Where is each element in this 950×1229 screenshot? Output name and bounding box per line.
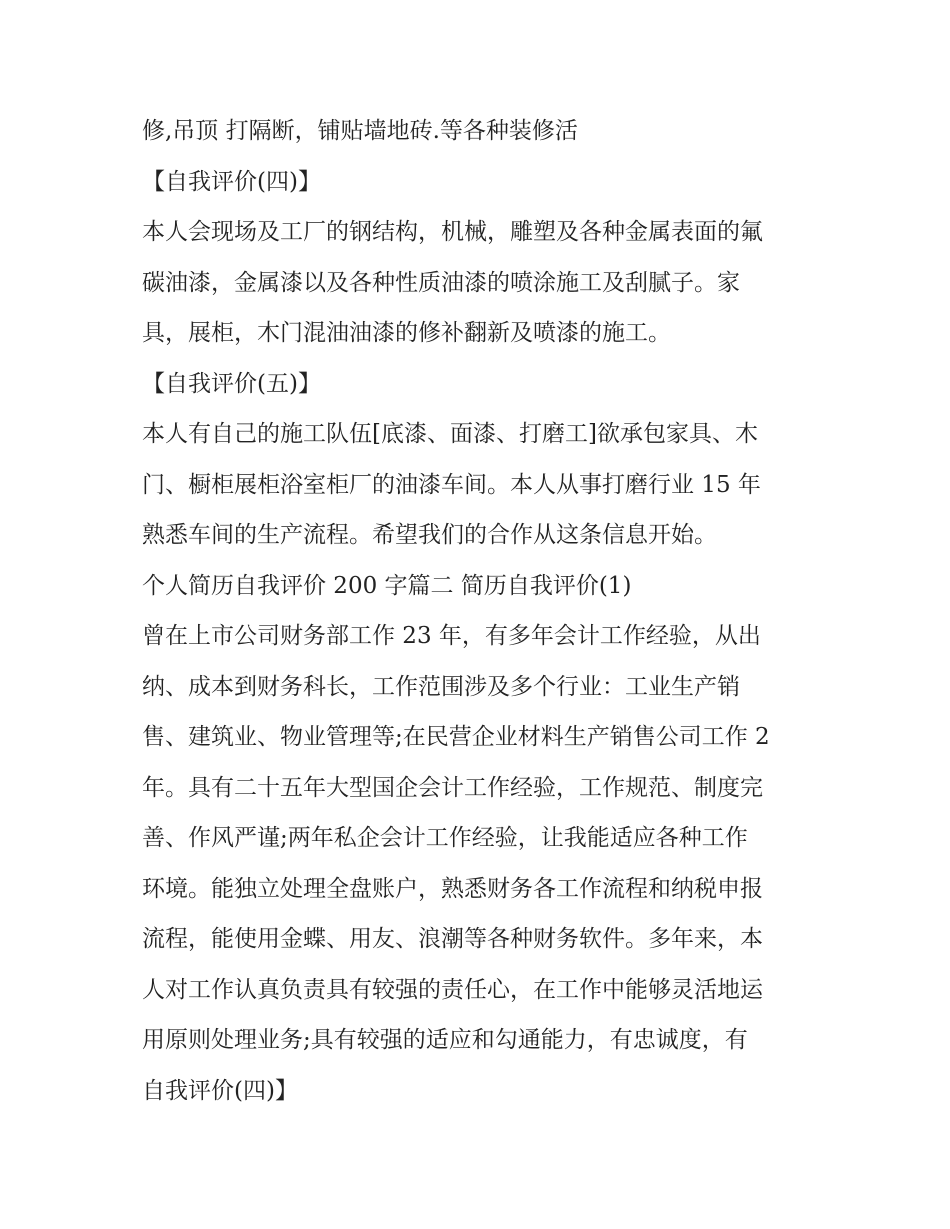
text-line: 人对工作认真负责具有较强的责任心，在工作中能够灵活地运 bbox=[142, 976, 763, 1003]
section-heading: 个人简历自我评价 200 字篇二 简历自我评价(1) bbox=[142, 572, 632, 599]
text-line: 本人会现场及工厂的钢结构，机械，雕塑及各种金属表面的氟 bbox=[142, 219, 763, 245]
text-line: 熟悉车间的生产流程。希望我们的合作从这条信息开始。 bbox=[142, 522, 717, 548]
section-heading: 【自我评价(四)】 bbox=[142, 168, 321, 195]
text-line: 环境。能独立处理全盘账户，熟悉财务各工作流程和纳税申报 bbox=[142, 875, 763, 902]
text-line: 用原则处理业务;具有较强的适应和勾通能力，有忠诚度，有 bbox=[142, 1027, 748, 1053]
section-heading: 【自我评价(五)】 bbox=[142, 370, 321, 397]
text-line: 具，展柜，木门混油油漆的修补翻新及喷漆的施工。 bbox=[142, 320, 671, 346]
text-line: 修,吊顶 打隔断，铺贴墙地砖.等各种装修活 bbox=[142, 118, 578, 144]
section-heading: 自我评价(四)】 bbox=[142, 1077, 298, 1104]
text-line: 年。具有二十五年大型国企会计工作经验，工作规范、制度完 bbox=[142, 774, 763, 801]
text-line: 善、作风严谨;两年私企会计工作经验，让我能适应各种工作 bbox=[142, 825, 748, 851]
text-line: 曾在上市公司财务部工作 23 年，有多年会计工作经验，从出 bbox=[142, 623, 761, 649]
document-body bbox=[142, 106, 822, 1116]
text-line: 碳油漆，金属漆以及各种性质油漆的喷涂施工及刮腻子。家 bbox=[142, 269, 740, 296]
text-line: 门、橱柜展柜浴室柜厂的油漆车间。本人从事打磨行业 15 年 bbox=[142, 471, 761, 498]
text-line: 本人有自己的施工队伍[底漆、面漆、打磨工]欲承包家具、木 bbox=[142, 421, 758, 447]
text-line: 售、建筑业、物业管理等;在民营企业材料生产销售公司工作 2 bbox=[142, 724, 770, 750]
text-line: 纳、成本到财务科长，工作范围涉及多个行业：工业生产销 bbox=[142, 673, 740, 700]
text-line: 流程，能使用金蝶、用友、浪潮等各种财务软件。多年来，本 bbox=[142, 926, 763, 952]
